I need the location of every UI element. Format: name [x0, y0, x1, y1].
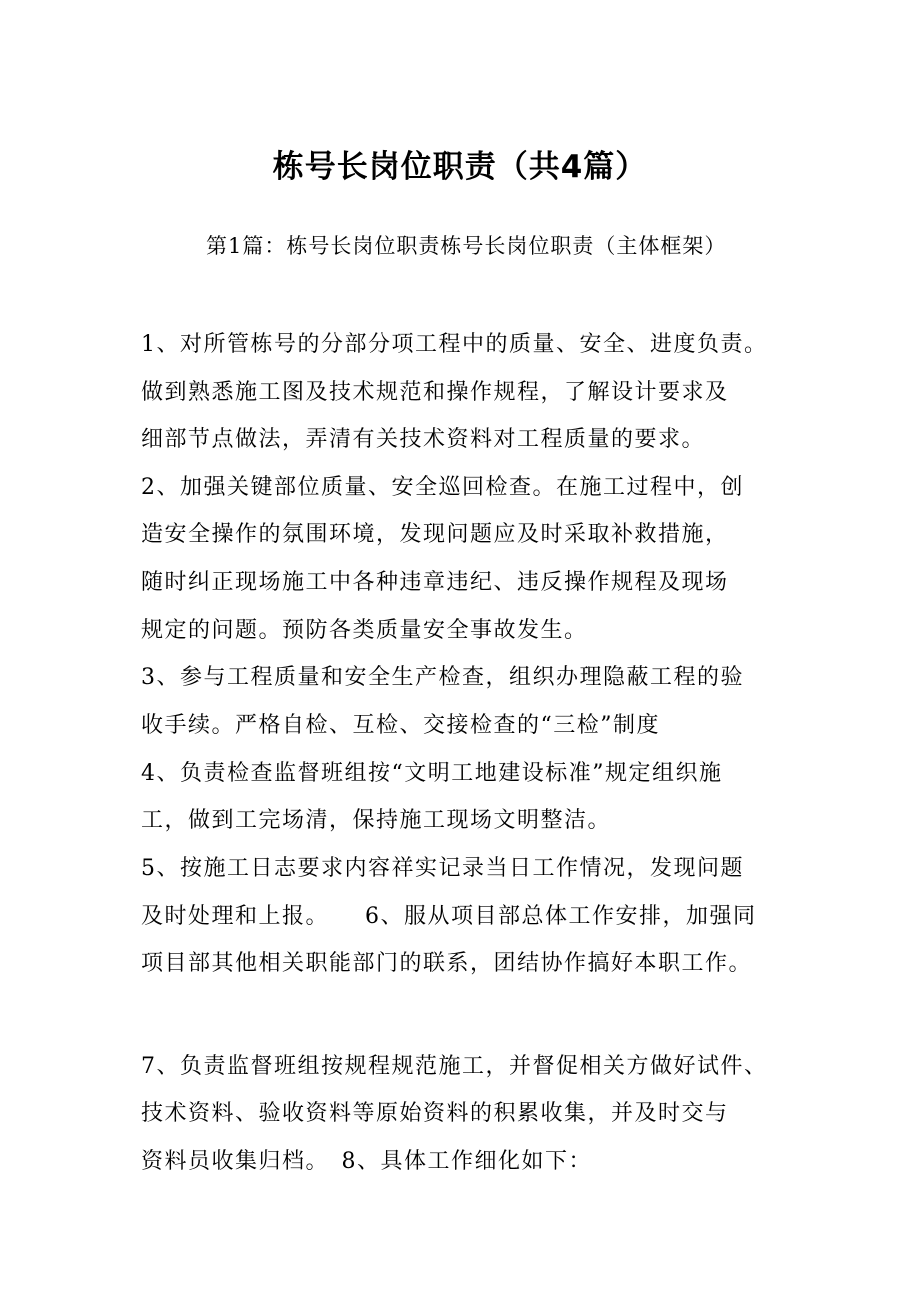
document-subtitle: 第1篇：栋号长岗位职责栋号长岗位职责（主体框架）	[206, 234, 727, 258]
body-line: 规定的问题。预防各类质量安全事故发生。	[141, 618, 588, 643]
body-line: 2、加强关键部位质量、安全巡回检查。在施工过程中，创	[141, 475, 744, 500]
body-line: 做到熟悉施工图及技术规范和操作规程，了解设计要求及	[141, 380, 729, 405]
body-line: 资料员收集归档。 8、具体工作细化如下：	[141, 1149, 592, 1174]
body-line: 4、负责检查监督班组按“文明工地建设标准”规定组织施	[141, 761, 723, 786]
body-line: 技术资料、验收资料等原始资料的积累收集，并及时交与	[141, 1101, 729, 1126]
body-line: 7、负责监督班组按规程规范施工，并督促相关方做好试件、	[141, 1054, 768, 1079]
body-line: 3、参与工程质量和安全生产检查，组织办理隐蔽工程的验	[141, 665, 744, 690]
body-line: 随时纠正现场施工中各种违章违纪、违反操作规程及现场	[141, 570, 729, 595]
body-line: 项目部其他相关职能部门的联系，团结协作搞好本职工作。	[141, 951, 753, 976]
body-line: 1、对所管栋号的分部分项工程中的质量、安全、进度负责。	[141, 332, 768, 357]
body-line: 细部节点做法，弄清有关技术资料对工程质量的要求。	[141, 427, 706, 452]
body-line: 造安全操作的氛围环境，发现问题应及时采取补救措施，	[141, 522, 729, 547]
body-line: 收手续。严格自检、互检、交接检查的“三检”制度	[141, 713, 660, 738]
body-line: 工，做到工完场清，保持施工现场文明整洁。	[141, 808, 612, 833]
body-line: 5、按施工日志要求内容祥实记录当日工作情况，发现问题	[141, 856, 744, 881]
document-title: 栋号长岗位职责（共4篇）	[272, 149, 648, 185]
body-line: 及时处理和上报。 6、服从项目部总体工作安排，加强同	[141, 904, 757, 929]
